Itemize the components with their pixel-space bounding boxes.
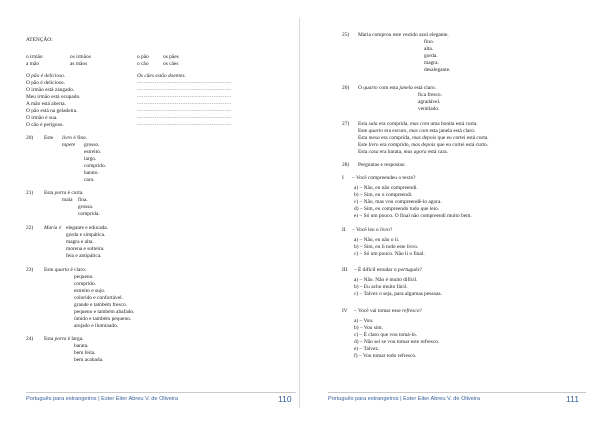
answer-option: d) – Sim, eu compreendo tudo que leio.	[354, 206, 440, 212]
page-number: 111	[566, 394, 579, 404]
text-segment: mas com	[409, 128, 429, 134]
footer-text: Português para estrangeiros | Ester Eiter Abreu V. de Oliveira	[328, 396, 481, 402]
text-segment: Maria comprou este	[358, 32, 403, 38]
exercise-option: pequeno.	[74, 274, 94, 280]
text-segment: – Você leu o	[352, 227, 380, 233]
question-label: IV	[342, 308, 348, 314]
text-segment: era escuro,	[383, 128, 410, 134]
exercise-sentence	[44, 336, 83, 342]
text-segment: era comprida,	[377, 121, 410, 127]
footer-rule	[26, 392, 296, 393]
answer-line: -------------------------------------------	[137, 101, 232, 107]
statement: O pão está na geladeira.	[26, 108, 78, 114]
text-segment: sala	[368, 121, 378, 127]
exercise-number: 22)	[26, 225, 34, 231]
exercise-option: desalegante.	[424, 67, 451, 73]
exercise-number: 21)	[26, 190, 34, 196]
text-segment: uma bonita está curta.	[428, 121, 478, 127]
statement: A mão está aberta.	[26, 101, 66, 107]
footer-rule	[328, 392, 586, 393]
question-label: II	[342, 227, 346, 233]
answer-line: -------------------------------------------	[137, 87, 232, 93]
answer-option: b) – Vou sim.	[354, 325, 383, 331]
text-segment: Esta	[44, 190, 55, 196]
exercise-sentence	[44, 190, 84, 196]
exercise-option: gorda.	[424, 53, 438, 59]
page-111	[300, 0, 600, 424]
text-segment: está cara.	[426, 149, 448, 155]
text-segment: mas depois	[412, 135, 437, 141]
text-segment: – É difícil estudar o	[354, 267, 398, 273]
text-segment: ?	[389, 227, 393, 233]
text-segment: era comprida,	[379, 135, 413, 141]
exercise-option: comprido.	[84, 163, 107, 169]
text-segment: é claro.	[69, 267, 87, 273]
text-segment: é larga.	[66, 336, 84, 342]
exercise-option: magra.	[424, 60, 439, 66]
statement: Meu irmão está ocupado.	[26, 94, 81, 100]
exercise-option: fina.	[78, 197, 88, 203]
text-segment: português	[397, 267, 420, 273]
answer-option: e) – Talvez.	[354, 346, 380, 352]
statement: O cão é perigoso.	[26, 122, 64, 128]
text-segment: vestido	[402, 32, 418, 38]
answer-line: -------------------------------------------	[137, 122, 232, 128]
text-segment: ?	[419, 267, 422, 273]
pair-singular: o pão	[137, 54, 149, 60]
exercise-line	[358, 142, 488, 148]
exercise-number: 28)	[342, 162, 350, 168]
exercise-number: 26)	[342, 85, 350, 91]
exercise-option: grande e também fresco.	[74, 302, 127, 308]
exercise-option: gorda e simpática.	[66, 232, 106, 238]
answer-line: -------------------------------------------	[137, 108, 232, 114]
text-segment: quarto	[54, 267, 70, 273]
answer-option: b) – Sim, eu li todo este livro.	[354, 244, 419, 250]
exercise-number: 24)	[26, 336, 34, 342]
question-text	[354, 267, 422, 273]
text-segment: Esta	[358, 135, 369, 141]
text-segment: refresco	[402, 308, 420, 314]
exercise-number: 23)	[26, 267, 34, 273]
text-segment: O	[358, 85, 364, 91]
text-segment: Esta	[44, 336, 55, 342]
exercise-option: barato.	[84, 170, 99, 176]
text-segment: mas com	[409, 121, 429, 127]
text-segment: janela	[399, 85, 413, 91]
pair-plural: os irmãos	[70, 54, 91, 60]
text-segment: quarto	[368, 128, 384, 134]
exercise-option: comprido.	[74, 281, 97, 287]
answer-option: c) – Não, mas vou compreendê-lo agora.	[354, 199, 442, 205]
statement: O pão é delicioso.	[26, 80, 65, 86]
exercise-option: colorido e confortável.	[74, 295, 123, 301]
answer-line: -------------------------------------------	[137, 80, 232, 86]
question-label: III	[342, 267, 348, 273]
answer-option: e) – Só um pouco. O final não compreendi muito bem.	[354, 213, 472, 219]
exercise-alt-noun: mala	[62, 197, 73, 203]
section-title: Perguntas e respostas:	[358, 162, 406, 168]
text-segment: porta	[54, 336, 67, 342]
exercise-option: pequeno e também abafado.	[74, 309, 135, 315]
pair-singular: o irmão	[26, 54, 43, 60]
statement: O irmão está zangado.	[26, 87, 75, 93]
answer-option: f) – Vou tomar todo refresco.	[354, 353, 417, 359]
exercise-number: 25)	[342, 32, 350, 38]
answer-option: a) – Não, eu não o li.	[354, 237, 400, 243]
text-segment: livro	[368, 142, 379, 148]
text-segment: era barata,	[378, 149, 404, 155]
exercise-sentence	[44, 267, 86, 273]
text-segment: livro	[379, 227, 390, 233]
exercise-option: estreito e sujo.	[74, 288, 106, 294]
answer-option: c) – É claro que vou tomá-lo.	[354, 332, 418, 338]
footer-text: Português para estrangeiros | Ester Eiter Abreu V. de Oliveira	[26, 396, 179, 402]
text-segment: está claro.	[412, 85, 437, 91]
exercise-option: bem acabada.	[74, 357, 104, 363]
example-heading-left: O pão é delicioso.	[26, 73, 66, 79]
exercise-option: arejado e iluminado.	[74, 323, 119, 329]
text-segment: mesa	[368, 135, 380, 141]
exercise-option: grossa.	[78, 204, 94, 210]
exercise-option: caro.	[84, 177, 95, 183]
answer-option: a) – Não. Não é muito difícil.	[354, 277, 418, 283]
exercise-alt-noun: tapete	[62, 142, 76, 148]
answer-option: c) – Talvez o seja, para algumas pessoas.	[354, 291, 442, 297]
exercise-option: alta.	[424, 46, 434, 52]
text-segment: quarto	[363, 85, 378, 91]
exercise-option: agradável.	[418, 99, 441, 105]
text-segment: mas depois	[411, 142, 436, 148]
text-segment: – Você compreendeu o texto?	[352, 175, 416, 181]
exercise-option: fica fresco.	[418, 92, 442, 98]
text-segment: livro	[62, 135, 72, 141]
exercise-option: estreito.	[84, 149, 102, 155]
exercise-sentence	[62, 135, 87, 141]
text-segment: Esta	[358, 121, 369, 127]
answer-option: d) – Não sei se vou tomar este refresco.	[354, 339, 440, 345]
answer-option: b) – Sim, eu o compreendi.	[354, 192, 413, 198]
exercise-option: ventilado.	[418, 106, 440, 112]
exercise-option: feia e antipática.	[66, 253, 102, 259]
question-text	[352, 175, 416, 181]
text-segment: esta janela está claro.	[428, 128, 476, 134]
text-segment: Esta	[358, 149, 369, 155]
exercise-option: magra e alta.	[66, 239, 94, 245]
text-segment: que eu cortei está curto.	[435, 142, 489, 148]
exercise-sentence	[358, 85, 436, 91]
question-label: I	[342, 175, 344, 181]
question-text	[352, 227, 392, 233]
exercise-line	[358, 149, 448, 155]
exercise-sentence	[358, 32, 449, 38]
text-segment: – Você vai tomar esse	[354, 308, 403, 314]
question-text	[354, 308, 422, 314]
exercise-number: 20)	[26, 135, 34, 141]
text-segment: casa	[368, 149, 379, 155]
answer-line: -------------------------------------------	[137, 115, 232, 121]
exercise-option: grosso.	[84, 142, 100, 148]
exercise-subject: Maria é	[44, 225, 62, 231]
pair-singular: a mão	[26, 61, 40, 67]
exercise-option: comprida.	[78, 211, 100, 217]
text-segment: é fino.	[71, 135, 88, 141]
exercise-option: barata.	[74, 343, 89, 349]
pair-plural: os cães	[163, 61, 179, 67]
answer-option: c) – Só um pouco. Não li o final.	[354, 251, 425, 257]
text-segment: ?	[419, 308, 422, 314]
answer-option: b) – Eu acho muito fácil.	[354, 284, 408, 290]
pair-singular: o cão	[137, 61, 149, 67]
exercise-option: largo.	[84, 156, 97, 162]
page-number: 110	[278, 394, 292, 404]
text-segment: que eu cortei está curta.	[436, 135, 489, 141]
answer-line: -------------------------------------------	[137, 94, 232, 100]
pair-plural: as mãos	[70, 61, 88, 67]
text-segment: é curta.	[66, 190, 84, 196]
example-heading-right: Os cães estão doentes.	[137, 73, 186, 79]
exercise-line	[358, 128, 475, 134]
exercise-line	[358, 121, 478, 127]
exercise-option: bem feita.	[74, 350, 96, 356]
text-segment: Este	[358, 142, 369, 148]
exercise-option: fino.	[424, 39, 435, 45]
answer-option: a) – Não, eu não compreendi.	[354, 185, 418, 191]
text-segment: porta	[54, 190, 67, 196]
exercise-line	[358, 135, 489, 141]
pair-plural: os pães	[163, 54, 179, 60]
exercise-subject: Este	[44, 135, 54, 141]
exercise-option: morena e solteira.	[66, 246, 105, 252]
exercise-option: úmido e também pequeno.	[74, 316, 132, 322]
text-segment: com esta	[377, 85, 400, 91]
exercise-sentence: elegante e educada.	[66, 225, 109, 231]
attention-heading: ATENÇÃO:	[26, 37, 53, 43]
text-segment: Este	[44, 267, 55, 273]
text-segment: azul elegante.	[417, 32, 449, 38]
text-segment: Este	[358, 128, 369, 134]
text-segment: mas agora	[403, 149, 427, 155]
statement: O irmão é sua.	[26, 115, 58, 121]
text-segment: era comprido,	[378, 142, 412, 148]
answer-option: a) – Vou.	[354, 318, 374, 324]
exercise-number: 27)	[342, 121, 350, 127]
